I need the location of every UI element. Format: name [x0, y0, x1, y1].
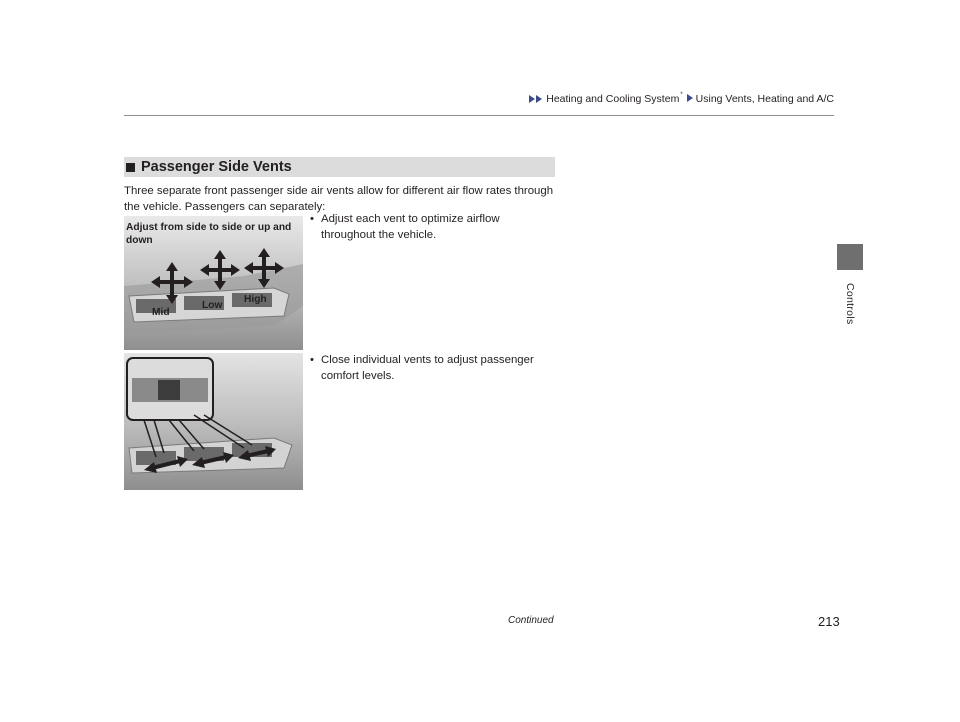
breadcrumb-arrow-icon — [536, 95, 542, 103]
bullet-adjust: • Adjust each vent to optimize airflow throughout the vehicle. — [310, 213, 500, 241]
breadcrumb-asterisk: * — [680, 92, 683, 98]
bullet-close: • Close individual vents to adjust passenger comfort levels. — [310, 354, 534, 382]
section-square-icon — [126, 163, 135, 172]
breadcrumb — [529, 93, 834, 105]
page-number: 213 — [818, 614, 840, 629]
breadcrumb-arrow-icon — [529, 95, 535, 103]
breadcrumb-subsection: Using Vents, Heating and A/C — [695, 93, 834, 105]
header-divider — [124, 115, 834, 116]
breadcrumb-arrow-icon — [687, 94, 693, 102]
figure-caption: Adjust from side to side or up and down — [126, 222, 292, 246]
continued-label: Continued — [508, 615, 554, 626]
vent-label-high: High — [244, 294, 267, 305]
chapter-tab-label: Controls — [844, 283, 856, 325]
breadcrumb-section: Heating and Cooling System — [546, 93, 680, 105]
vent-close-illustration — [124, 353, 303, 490]
chapter-tab-marker — [837, 244, 863, 270]
section-title: Passenger Side Vents — [141, 159, 292, 175]
vent-label-low: Low — [202, 300, 223, 311]
section-header — [124, 157, 555, 177]
vent-label-mid: Mid — [152, 307, 170, 318]
section-intro: Three separate front passenger side air vents allow for different air flow rates through the vehicle. Passengers can separately: — [124, 185, 554, 213]
